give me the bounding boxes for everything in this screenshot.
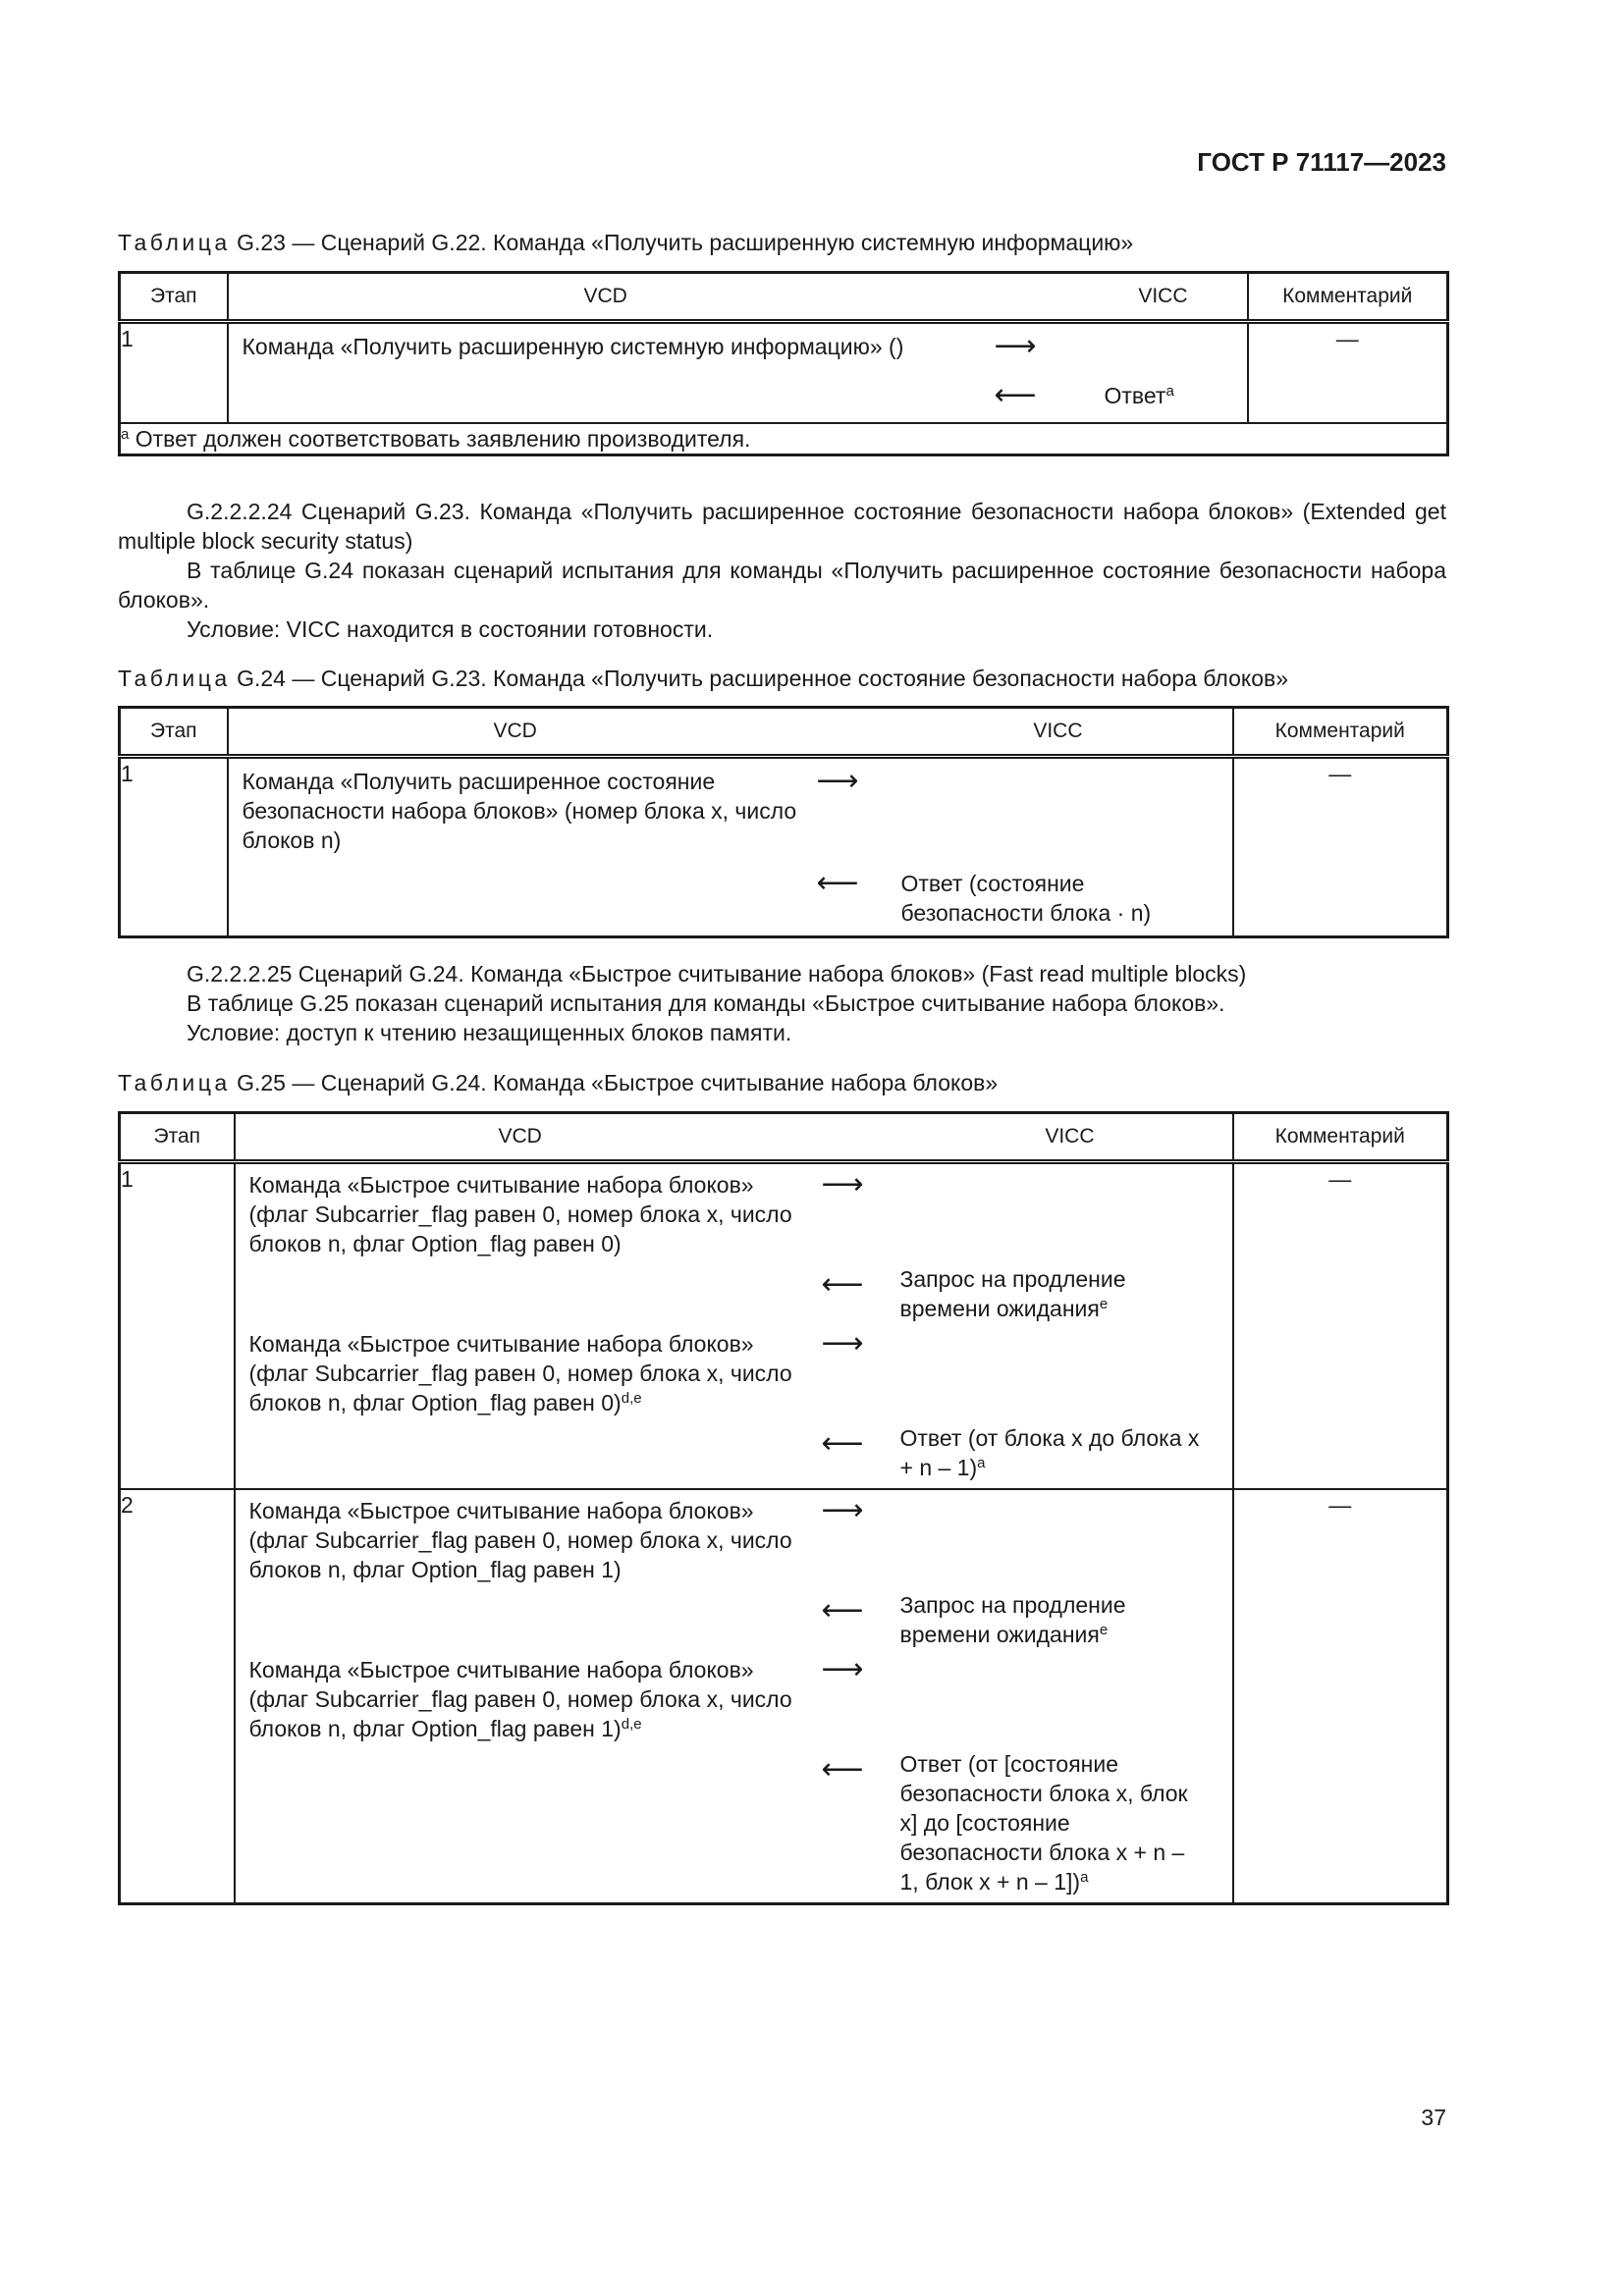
comment-cell: —	[1233, 757, 1448, 937]
vcd-command: Команда «Быстрое считывание набора блоков» (флаг Subcarrier_flag равен 0, номер блока x, число блоков n, флаг Option_flag равен 1)	[248, 1498, 792, 1582]
arrow-left-icon: ⟵	[821, 1426, 864, 1461]
header-vicc: VICC	[1033, 720, 1083, 742]
caption-text: G.24 — Сценарий G.23. Команда «Получить расширенное состояние безопасности набора блоков»	[230, 666, 1289, 691]
table-row	[120, 1489, 1448, 1904]
table-row	[120, 322, 1448, 424]
table-footnote: $^a$ Ответ должен соответствовать заявлению производителя.	[120, 423, 1448, 455]
table-row	[120, 1162, 1448, 1490]
header-step: Этап	[120, 708, 228, 757]
arrow-left-icon: ⟵	[816, 866, 859, 900]
header-step: Этап	[120, 273, 228, 322]
table-g25-caption	[118, 1068, 998, 1097]
caption-prefix: Таблица	[118, 666, 231, 691]
table-header-row	[120, 273, 1448, 322]
vicc-response: Ответ$^a$	[1104, 383, 1174, 408]
header-vicc: VICC	[1138, 285, 1188, 307]
caption-text: G.25 — Сценарий G.24. Команда «Быстрое считывание набора блоков»	[230, 1070, 999, 1095]
table-g23	[118, 271, 1449, 456]
step-number: 1	[120, 757, 228, 937]
header-vcd: VCD	[498, 1125, 542, 1148]
exchange-cell	[228, 322, 1248, 424]
header-vcd-vicc	[228, 708, 1233, 757]
arrow-right-icon: ⟶	[821, 1493, 864, 1527]
table-g25	[118, 1111, 1449, 1905]
vicc-response: Ответ (состояние безопасности блока · n)	[900, 871, 1152, 926]
arrow-right-icon: ⟶	[821, 1652, 864, 1686]
table-g23-caption	[118, 228, 1133, 257]
comment-cell: —	[1233, 1162, 1448, 1490]
arrow-left-icon: ⟵	[994, 378, 1037, 412]
section-paragraph: В таблице G.24 показан сценарий испытания для команды «Получить расширенное состояние безопасности набора блоков».	[118, 558, 1446, 613]
exchange-cell	[228, 757, 1233, 937]
vcd-command: Команда «Быстрое считывание набора блоков» (флаг Subcarrier_flag равен 0, номер блока x, число блоков n, флаг Option_flag равен 1)$^{d,e}$	[248, 1657, 792, 1741]
arrow-right-icon: ⟶	[994, 329, 1037, 363]
table-note-row	[120, 423, 1448, 455]
arrow-right-icon: ⟶	[821, 1326, 864, 1361]
arrow-left-icon: ⟵	[821, 1593, 864, 1628]
vicc-response: Запрос на продление времени ожидания$^e$	[899, 1592, 1126, 1647]
page-number: 37	[1421, 2105, 1446, 2130]
table-g24-caption	[118, 664, 1288, 693]
header-vcd: VCD	[583, 285, 627, 307]
header-vcd: VCD	[493, 720, 537, 742]
caption-prefix: Таблица	[118, 230, 231, 255]
caption-prefix: Таблица	[118, 1070, 231, 1095]
arrow-right-icon: ⟶	[821, 1167, 864, 1201]
header-step: Этап	[120, 1113, 235, 1162]
vcd-command: Команда «Быстрое считывание набора блоков» (флаг Subcarrier_flag равен 0, номер блока x, число блоков n, флаг Option_flag равен 0)$^{d,e}$	[248, 1331, 792, 1415]
header-vicc: VICC	[1045, 1125, 1095, 1148]
header-comment: Комментарий	[1248, 273, 1448, 322]
vicc-response: Ответ (от [состояние безопасности блока x, блок x] до [состояние безопасности блока x + n – 1, блок x + n – 1])$^a$	[899, 1751, 1188, 1895]
vcd-command: Команда «Быстрое считывание набора блоков» (флаг Subcarrier_flag равен 0, номер блока x, число блоков n, флаг Option_flag равен 0)	[248, 1172, 792, 1256]
table-g24	[118, 706, 1449, 938]
step-number: 1	[120, 322, 228, 424]
section-g2-2-2-24	[118, 497, 1446, 644]
arrow-left-icon: ⟵	[821, 1752, 864, 1787]
arrow-left-icon: ⟵	[821, 1267, 864, 1302]
section-paragraph: В таблице G.25 показан сценарий испытания для команды «Быстрое считывание набора блоков».	[187, 990, 1225, 1016]
comment-cell: —	[1233, 1489, 1448, 1904]
vicc-response: Запрос на продление времени ожидания$^e$	[899, 1266, 1126, 1321]
section-g2-2-2-25	[118, 959, 1446, 1047]
vcd-command: Команда «Получить расширенную системную информацию» ()	[242, 334, 904, 359]
section-condition: Условие: VICC находится в состоянии готовности.	[187, 616, 714, 642]
arrow-right-icon: ⟶	[816, 764, 859, 798]
vcd-command: Команда «Получить расширенное состояние безопасности набора блоков» (номер блока x, число блоков n)	[242, 769, 797, 853]
header-comment: Комментарий	[1233, 708, 1448, 757]
exchange-cell	[235, 1162, 1233, 1490]
header-vcd-vicc	[235, 1113, 1233, 1162]
document-code: ГОСТ Р 71117—2023	[1197, 147, 1446, 177]
section-condition: Условие: доступ к чтению незащищенных блоков памяти.	[187, 1020, 792, 1045]
section-heading: G.2.2.2.25 Сценарий G.24. Команда «Быстрое считывание набора блоков» (Fast read multiple blocks)	[187, 961, 1247, 987]
table-row	[120, 757, 1448, 937]
step-number: 2	[120, 1489, 235, 1904]
table-header-row	[120, 708, 1448, 757]
header-comment: Комментарий	[1233, 1113, 1448, 1162]
comment-cell: —	[1248, 322, 1448, 424]
section-heading: G.2.2.2.24 Сценарий G.23. Команда «Получить расширенное состояние безопасности набора блоков» (Extended get multiple block security status)	[118, 499, 1446, 554]
caption-text: G.23 — Сценарий G.22. Команда «Получить расширенную системную информацию»	[230, 230, 1134, 255]
vicc-response: Ответ (от блока x до блока x + n – 1)$^a$	[899, 1425, 1200, 1480]
header-vcd-vicc	[228, 273, 1248, 322]
table-header-row	[120, 1113, 1448, 1162]
exchange-cell	[235, 1489, 1233, 1904]
step-number: 1	[120, 1162, 235, 1490]
